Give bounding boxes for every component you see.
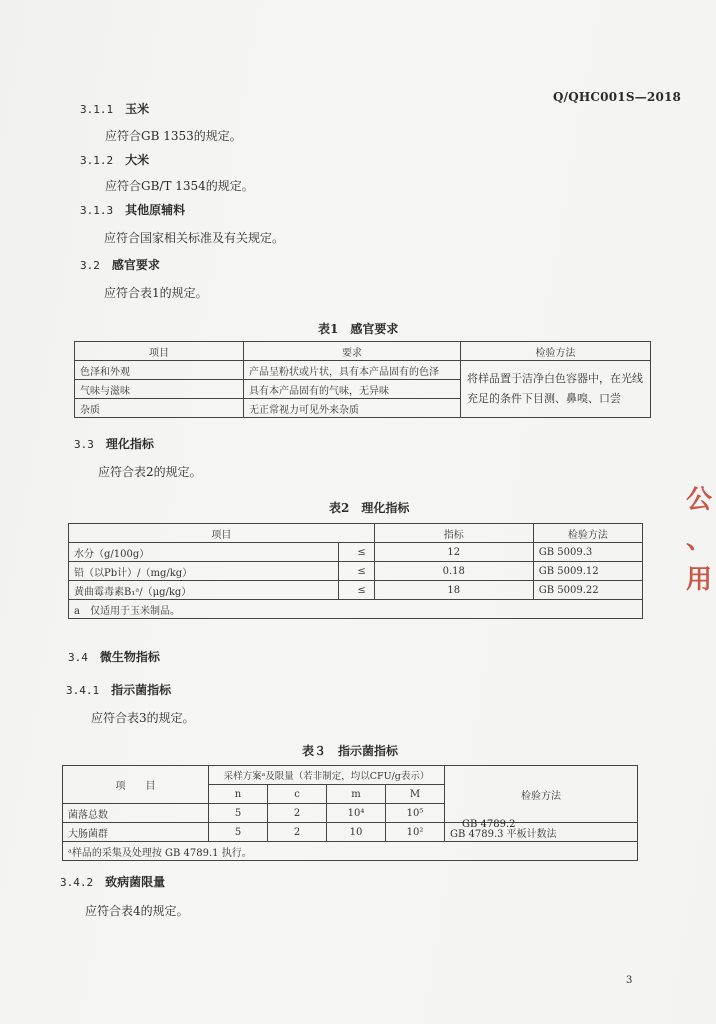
table-row — [69, 562, 643, 581]
table-row — [63, 823, 638, 842]
paragraph-3-1-3: 应符合国家相关标准及有关规定。 — [104, 231, 285, 245]
heading-number: 3.3 — [74, 438, 94, 451]
table2-cell: GB 5009.12 — [533, 562, 642, 581]
table2-cell: ≤ — [338, 562, 374, 581]
table1-cell: 杂质 — [75, 399, 244, 418]
heading-3-3 — [74, 435, 154, 452]
heading-title: 致病菌限量 — [105, 875, 166, 889]
table2-note: a 仅适用于玉米制品。 — [69, 600, 643, 619]
stamp-char: 、 — [686, 525, 713, 555]
table3-cell: 5 — [209, 823, 268, 842]
table2-cell: GB 5009.22 — [533, 581, 642, 600]
table1-cell: 色泽和外观 — [75, 361, 244, 380]
table1-header-method: 检验方法 — [461, 342, 651, 361]
heading-3-1-2 — [80, 151, 149, 168]
table3-caption: 表３ 指示菌指标 — [302, 744, 399, 758]
heading-number: 3.4 — [68, 651, 88, 664]
heading-number: 3.2 — [80, 259, 100, 272]
table2-cell: 黄曲霉毒素B₁ᵃ/（μg/kg） — [69, 581, 339, 600]
table2-cell: ≤ — [338, 543, 374, 562]
table2-cell: 18 — [374, 581, 533, 600]
table2-cell: 水分（g/100g） — [69, 543, 339, 562]
table-row — [63, 842, 638, 861]
stamp-char: 用 — [686, 565, 713, 595]
table3-note: ᵃ样品的采集及处理按 GB 4789.1 执行。 — [63, 842, 638, 861]
paragraph-3-3: 应符合表2的规定。 — [98, 465, 202, 479]
heading-3-4 — [68, 648, 160, 665]
stamp-char: 公 — [686, 485, 713, 515]
table-row — [75, 361, 651, 380]
heading-title: 玉米 — [125, 102, 150, 116]
heading-title: 指示菌指标 — [111, 683, 172, 697]
table3-cell: 2 — [268, 823, 327, 842]
table2-physicochemical — [68, 523, 643, 619]
table3-indicator-bacteria — [62, 765, 638, 861]
table2-header-item: 项目 — [69, 524, 375, 543]
table1-cell: 产品呈粉状或片状，具有本产品固有的色泽 — [244, 361, 461, 380]
table3-cell: 10 — [327, 823, 386, 842]
table1-caption: 表1 感官要求 — [318, 322, 399, 336]
paragraph-3-4-2: 应符合表4的规定。 — [85, 904, 189, 918]
heading-3-4-1 — [66, 681, 171, 698]
table1-sensory — [74, 341, 651, 418]
heading-3-1-1 — [80, 100, 149, 117]
table1-header-requirement: 要求 — [244, 342, 461, 361]
table3-header-plan: 采样方案ᵃ及限量（若非制定，均以CFU/g表示） — [209, 766, 445, 785]
table3-cell: 10⁴ — [327, 804, 386, 823]
table3-cell: 2 — [268, 804, 327, 823]
paragraph-3-4-1: 应符合表3的规定。 — [91, 711, 195, 725]
table3-subheader-m: m — [327, 785, 386, 804]
table1-cell: 气味与滋味 — [75, 380, 244, 399]
table2-header-index: 指标 — [374, 524, 533, 543]
table3-header-item: 项 目 — [63, 766, 209, 804]
table2-header-method: 检验方法 — [533, 524, 642, 543]
table2-caption: 表2 理化指标 — [329, 501, 410, 515]
heading-number: 3.1.1 — [80, 103, 114, 116]
table3-cell: 10² — [386, 823, 445, 842]
table-row — [69, 581, 643, 600]
red-seal-stamp — [686, 480, 716, 630]
table1-header-item: 项目 — [75, 342, 244, 361]
heading-3-2 — [80, 256, 160, 273]
table2-cell: 12 — [374, 543, 533, 562]
table1-cell: 无正常视力可见外来杂质 — [244, 399, 461, 418]
heading-number: 3.4.2 — [60, 876, 94, 889]
table2-cell: ≤ — [338, 581, 374, 600]
table1-cell: 具有本产品固有的气味，无异味 — [244, 380, 461, 399]
table3-cell: GB 4789.3 平板计数法 — [445, 823, 638, 842]
table-row — [69, 600, 643, 619]
heading-number: 3.1.3 — [80, 204, 114, 217]
table-row — [69, 543, 643, 562]
heading-title: 其他原辅料 — [125, 203, 186, 217]
heading-title: 微生物指标 — [99, 650, 160, 664]
table3-subheader-n: n — [209, 785, 268, 804]
table3-subheader-c: c — [268, 785, 327, 804]
paragraph-3-2: 应符合表1的规定。 — [104, 286, 208, 300]
heading-title: 理化指标 — [105, 437, 154, 451]
heading-3-1-3 — [80, 201, 185, 218]
paragraph-3-1-1: 应符合GB 1353的规定。 — [105, 129, 242, 143]
page-number: 3 — [626, 975, 633, 986]
table3-subheader-M: M — [386, 785, 445, 804]
heading-title: 感官要求 — [111, 258, 160, 272]
table3-cell: 5 — [209, 804, 268, 823]
table2-cell: GB 5009.3 — [533, 543, 642, 562]
standard-code: Q/QHC001S—2018 — [553, 90, 682, 104]
table3-cell: 大肠菌群 — [63, 823, 209, 842]
table2-cell: 0.18 — [374, 562, 533, 581]
heading-title: 大米 — [125, 153, 150, 167]
table3-cell: 菌落总数 — [63, 804, 209, 823]
table3-header-method: 检验方法 — [445, 766, 638, 823]
heading-number: 3.4.1 — [66, 684, 100, 697]
paragraph-3-1-2: 应符合GB/T 1354的规定。 — [105, 179, 254, 193]
table1-method-cell: 将样品置于洁净白色容器中，在光线充足的条件下目测、鼻嗅、口尝 — [461, 361, 651, 418]
table2-cell: 铅（以Pb计）/（mg/kg） — [69, 562, 339, 581]
heading-number: 3.1.2 — [80, 154, 114, 167]
table3-method-row1: GB 4789.2 — [462, 819, 516, 830]
table3-cell: 10⁵ — [386, 804, 445, 823]
heading-3-4-2 — [60, 873, 165, 890]
